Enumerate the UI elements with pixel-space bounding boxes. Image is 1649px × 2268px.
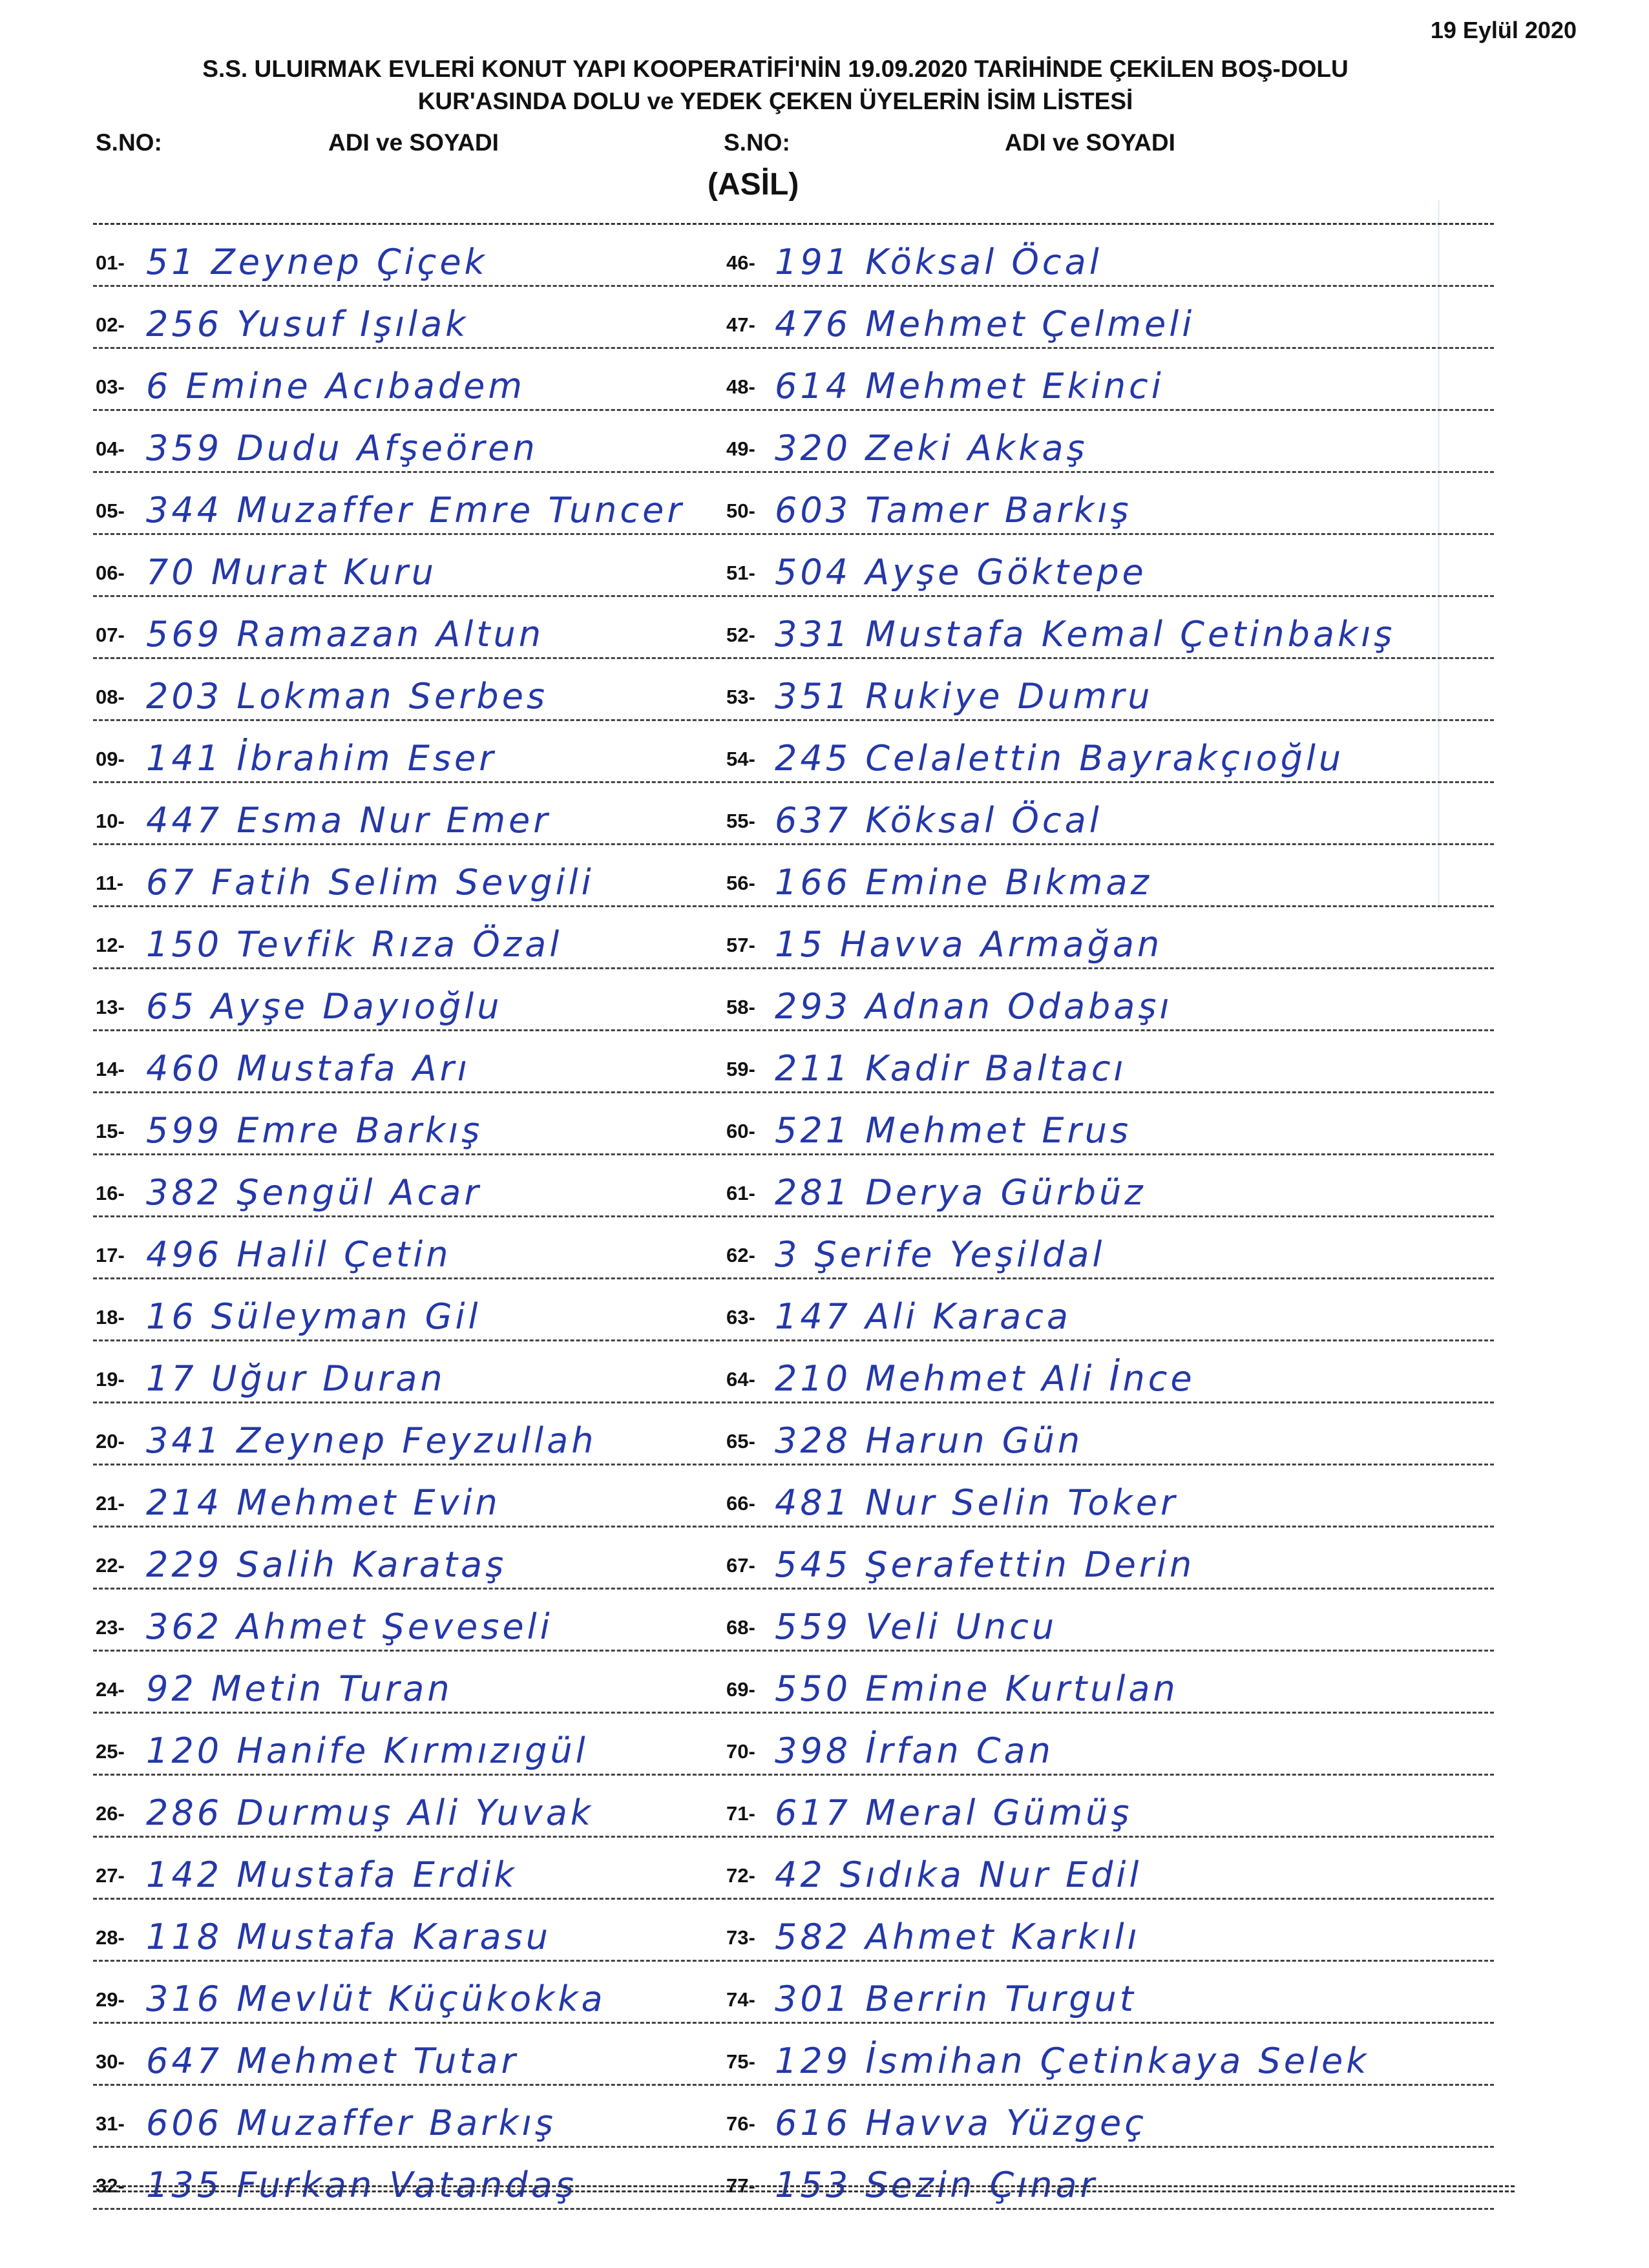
member-name-left: 606 Muzaffer Barkış <box>146 2103 556 2143</box>
list-row <box>93 967 1494 1031</box>
row-number-left: 19- <box>96 1368 125 1391</box>
member-name-right: 191 Köksal Öcal <box>775 242 1102 282</box>
member-name-left: 214 Mehmet Evin <box>146 1482 501 1523</box>
member-name-right: 603 Tamer Barkış <box>775 490 1132 530</box>
row-number-right: 57- <box>726 934 755 956</box>
member-name-right: 281 Derya Gürbüz <box>775 1172 1146 1213</box>
row-number-left: 16- <box>96 1182 125 1204</box>
row-number-left: 01- <box>96 251 125 274</box>
row-number-right: 70- <box>726 1740 755 1763</box>
row-number-right: 71- <box>726 1802 755 1825</box>
list-row <box>93 1774 1494 1838</box>
member-name-right: 398 İrfan Can <box>775 1730 1054 1771</box>
member-name-right: 293 Adnan Odabaşı <box>775 986 1173 1027</box>
member-name-right: 545 Şerafettin Derin <box>775 1544 1195 1585</box>
member-name-left: 120 Hanife Kırmızıgül <box>146 1730 589 1771</box>
list-row <box>93 471 1494 535</box>
member-name-left: 382 Şengül Acar <box>146 1172 482 1213</box>
row-number-right: 51- <box>726 562 755 584</box>
member-name-right: 210 Mehmet Ali İnce <box>775 1358 1195 1399</box>
member-name-right: 504 Ayşe Göktepe <box>775 552 1147 593</box>
header-name-right: ADI ve SOYADI <box>1005 129 1175 156</box>
row-number-right: 65- <box>726 1430 755 1453</box>
row-number-right: 48- <box>726 375 755 398</box>
member-name-left: 647 Mehmet Tutar <box>146 2041 519 2081</box>
row-number-right: 53- <box>726 686 755 708</box>
header-sno-left: S.NO: <box>96 129 162 156</box>
row-number-right: 74- <box>726 1988 755 2011</box>
list-row <box>93 719 1494 783</box>
row-number-left: 11- <box>96 872 124 894</box>
member-name-right: 331 Mustafa Kemal Çetinbakış <box>775 614 1396 655</box>
title-line-2: KUR'ASINDA DOLU ve YEDEK ÇEKEN ÜYELERİN İSİM LİSTESİ <box>417 88 1133 114</box>
row-number-left: 09- <box>96 748 125 770</box>
row-number-right: 60- <box>726 1120 755 1142</box>
row-number-left: 04- <box>96 437 125 460</box>
list-row <box>93 347 1494 411</box>
list-row <box>93 1588 1494 1652</box>
row-number-left: 32- <box>96 2174 125 2197</box>
list-row <box>93 1029 1494 1093</box>
member-name-right: 351 Rukiye Dumru <box>775 676 1153 717</box>
list-row <box>93 1836 1494 1900</box>
list-row <box>93 843 1494 907</box>
list-row <box>93 2022 1494 2086</box>
list-row <box>93 223 1494 287</box>
row-number-left: 28- <box>96 1926 125 1949</box>
row-number-right: 67- <box>726 1554 755 1577</box>
list-row <box>93 657 1494 721</box>
member-name-right: 328 Harun Gün <box>775 1420 1084 1461</box>
member-name-left: 65 Ayşe Dayıoğlu <box>146 986 503 1027</box>
document-date: 19 Eylül 2020 <box>1430 17 1577 43</box>
row-number-left: 18- <box>96 1306 125 1328</box>
row-number-left: 15- <box>96 1120 125 1142</box>
row-number-right: 52- <box>726 624 755 646</box>
member-name-left: 6 Emine Acıbadem <box>146 366 525 406</box>
list-row <box>93 2084 1494 2148</box>
row-number-right: 73- <box>726 1926 755 1949</box>
list-row <box>93 595 1494 659</box>
row-number-left: 05- <box>96 499 125 522</box>
row-number-left: 06- <box>96 562 125 584</box>
list-row <box>93 533 1494 597</box>
member-name-left: 16 Süleyman Gil <box>146 1296 481 1337</box>
list-row <box>93 2146 1494 2210</box>
list-row <box>93 1650 1494 1714</box>
row-number-left: 29- <box>96 1988 125 2011</box>
row-number-left: 08- <box>96 686 125 708</box>
row-number-left: 17- <box>96 1244 125 1266</box>
list-end-divider <box>93 2185 1515 2187</box>
member-name-right: 147 Ali Karaca <box>775 1296 1071 1337</box>
member-name-left: 316 Mevlüt Küçükokka <box>146 1979 606 2019</box>
title-line-1: S.S. ULUIRMAK EVLERİ KONUT YAPI KOOPERATİFİ'NİN 19.09.2020 TARİHİNDE ÇEKİLEN BOŞ-DOLU <box>202 56 1349 82</box>
list-row <box>93 1898 1494 1962</box>
list-row <box>93 1215 1494 1279</box>
row-number-left: 26- <box>96 1802 125 1825</box>
row-number-left: 21- <box>96 1492 125 1515</box>
member-name-right: 617 Meral Gümüş <box>775 1792 1133 1833</box>
list-end-divider-2 <box>93 2190 1515 2192</box>
member-name-left: 344 Muzaffer Emre Tuncer <box>146 490 685 530</box>
member-name-right: 550 Emine Kurtulan <box>775 1668 1179 1709</box>
list-row <box>93 1402 1494 1465</box>
row-number-right: 46- <box>726 251 755 274</box>
row-number-left: 24- <box>96 1678 125 1701</box>
row-number-right: 58- <box>726 996 755 1018</box>
row-number-left: 07- <box>96 624 125 646</box>
list-row <box>93 905 1494 969</box>
row-number-right: 69- <box>726 1678 755 1701</box>
member-name-left: 362 Ahmet Şeveseli <box>146 1606 553 1647</box>
row-number-left: 20- <box>96 1430 125 1453</box>
member-name-left: 460 Mustafa Arı <box>146 1048 470 1089</box>
member-name-left: 447 Esma Nur Emer <box>146 800 551 841</box>
row-number-left: 30- <box>96 2050 125 2073</box>
row-number-left: 02- <box>96 313 125 336</box>
row-number-left: 23- <box>96 1616 125 1639</box>
list-row <box>93 1464 1494 1528</box>
member-name-left: 569 Ramazan Altun <box>146 614 544 655</box>
list-row <box>93 1960 1494 2024</box>
row-number-left: 10- <box>96 810 125 832</box>
list-row <box>93 409 1494 473</box>
member-name-left: 142 Mustafa Erdik <box>146 1854 518 1895</box>
member-name-left: 599 Emre Barkış <box>146 1110 483 1151</box>
member-name-left: 229 Salih Karataş <box>146 1544 507 1585</box>
member-name-left: 141 İbrahim Eser <box>146 738 497 779</box>
header-name-left: ADI ve SOYADI <box>328 129 499 156</box>
row-number-left: 03- <box>96 375 125 398</box>
row-number-left: 31- <box>96 2112 125 2135</box>
member-name-right: 481 Nur Selin Toker <box>775 1482 1179 1523</box>
member-name-left: 70 Murat Kuru <box>146 552 437 593</box>
row-number-right: 62- <box>726 1244 755 1266</box>
row-number-right: 68- <box>726 1616 755 1639</box>
row-number-left: 13- <box>96 996 125 1018</box>
row-number-right: 47- <box>726 313 755 336</box>
row-number-right: 54- <box>726 748 755 770</box>
member-name-right: 15 Havva Armağan <box>775 924 1163 965</box>
member-name-left: 150 Tevfik Rıza Özal <box>146 924 563 965</box>
row-number-left: 25- <box>96 1740 125 1763</box>
member-name-left: 92 Metin Turan <box>146 1668 453 1709</box>
member-name-right: 614 Mehmet Ekinci <box>775 366 1164 406</box>
member-name-right: 320 Zeki Akkaş <box>775 428 1088 468</box>
row-number-right: 55- <box>726 810 755 832</box>
row-number-right: 61- <box>726 1182 755 1204</box>
row-number-right: 66- <box>726 1492 755 1515</box>
list-row <box>93 1153 1494 1217</box>
member-name-right: 245 Celalettin Bayrakçıoğlu <box>775 738 1345 779</box>
row-number-left: 14- <box>96 1058 125 1080</box>
member-name-left: 341 Zeynep Feyzullah <box>146 1420 597 1461</box>
list-row <box>93 1712 1494 1776</box>
member-name-left: 51 Zeynep Çiçek <box>146 242 488 282</box>
member-name-right: 301 Berrin Turgut <box>775 1979 1137 2019</box>
member-name-right: 476 Mehmet Çelmeli <box>775 304 1195 344</box>
row-number-right: 59- <box>726 1058 755 1080</box>
member-name-right: 3 Şerife Yeşildal <box>775 1234 1106 1275</box>
row-number-right: 64- <box>726 1368 755 1391</box>
row-number-right: 76- <box>726 2112 755 2135</box>
row-number-left: 22- <box>96 1554 125 1577</box>
member-name-right: 42 Sıdıka Nur Edil <box>775 1854 1142 1895</box>
list-row <box>93 1526 1494 1590</box>
section-label: (ASİL) <box>708 167 799 202</box>
row-number-right: 75- <box>726 2050 755 2073</box>
list-row <box>93 781 1494 845</box>
member-name-right: 521 Mehmet Erus <box>775 1110 1132 1151</box>
list-row <box>93 1091 1494 1155</box>
member-name-left: 67 Fatih Selim Sevgili <box>146 862 594 903</box>
member-name-right: 153 Sezin Çınar <box>775 2165 1098 2205</box>
row-number-left: 27- <box>96 1864 125 1887</box>
member-name-left: 203 Lokman Serbes <box>146 676 549 717</box>
member-name-right: 129 İsmihan Çetinkaya Selek <box>775 2041 1370 2081</box>
member-name-left: 118 Mustafa Karasu <box>146 1916 551 1957</box>
member-name-right: 166 Emine Bıkmaz <box>775 862 1152 903</box>
list-row <box>93 1339 1494 1403</box>
member-name-right: 616 Havva Yüzgeç <box>775 2103 1147 2143</box>
member-name-left: 256 Yusuf Işılak <box>146 304 469 344</box>
document-title <box>97 53 1454 118</box>
list-row <box>93 1277 1494 1341</box>
row-number-right: 49- <box>726 437 755 460</box>
row-number-right: 56- <box>726 872 755 894</box>
member-name-left: 17 Uğur Duran <box>146 1358 446 1399</box>
row-number-right: 63- <box>726 1306 755 1328</box>
member-name-right: 211 Kadir Baltacı <box>775 1048 1127 1089</box>
member-name-left: 135 Furkan Vatandaş <box>146 2165 577 2205</box>
header-sno-right: S.NO: <box>724 129 790 156</box>
member-name-left: 496 Halil Çetin <box>146 1234 452 1275</box>
member-name-right: 582 Ahmet Karkılı <box>775 1916 1140 1957</box>
row-number-right: 72- <box>726 1864 755 1887</box>
row-number-right: 77- <box>726 2174 755 2197</box>
member-name-right: 637 Köksal Öcal <box>775 800 1102 841</box>
member-name-right: 559 Veli Uncu <box>775 1606 1058 1647</box>
row-number-left: 12- <box>96 934 125 956</box>
row-number-right: 50- <box>726 499 755 522</box>
member-name-left: 286 Durmuş Ali Yuvak <box>146 1792 594 1833</box>
member-name-left: 359 Dudu Afşeören <box>146 428 538 468</box>
list-row <box>93 285 1494 349</box>
